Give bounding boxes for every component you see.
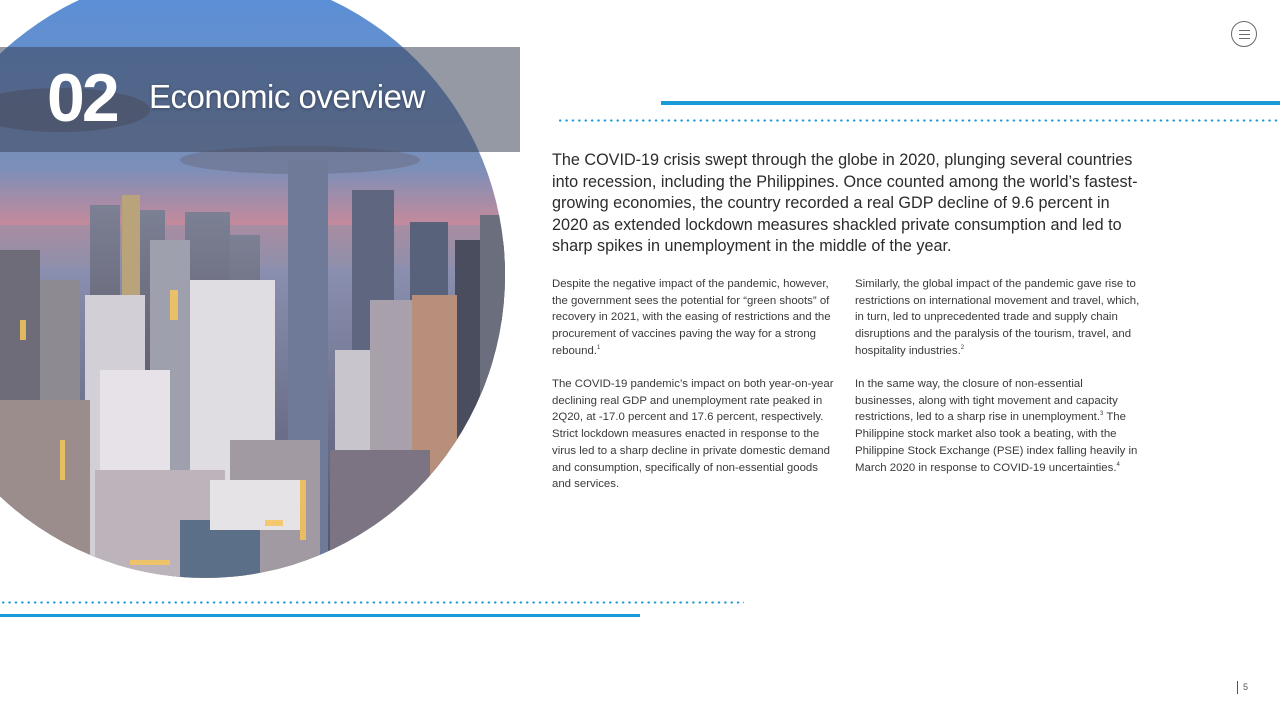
dotted-line-top — [557, 119, 1280, 122]
footnote-marker: 2 — [960, 345, 965, 352]
accent-line-bottom — [0, 614, 640, 617]
body-paragraph: Similarly, the global impact of the pandemic gave rise to restrictions on international movement and travel, which, in turn, led to unprecedented trade and supply chain disruptions and the paralysis of the tourism, travel, and hospitality industries.$^2$ — [855, 278, 1140, 357]
page-number-container — [1237, 681, 1248, 694]
footnote-marker: 3 — [1100, 411, 1104, 418]
section-title: Economic overview — [149, 78, 425, 115]
section-number: 02 — [47, 60, 117, 136]
footnote-marker: 1 — [596, 345, 601, 352]
lead-paragraph: The COVID-19 crisis swept through the globe in 2020, plunging several countries into recession, including the Philippines. Once counted among the world’s fastest-growing economies, the country recorded a real GDP decline of 9.6 percent in 2020 as extended lockdown measures shackled private consumption and led to sharp spikes in unemployment in the middle of the year. — [552, 151, 1138, 256]
body-paragraph: The COVID-19 pandemic’s impact on both year-on-year declining real GDP and unemployment rate peaked in 2Q20, at -17.0 percent and 17.6 percent, respectively. Strict lockdown measures enacted in response to the virus led to a sharp decline in private domestic demand and consumption, specifically of non-essential goods and services. — [552, 378, 834, 491]
footnote-marker: 4 — [1116, 461, 1120, 468]
dotted-line-bottom — [0, 601, 744, 604]
page-number: 5 — [1243, 682, 1249, 692]
right-column — [855, 276, 1140, 493]
body-paragraph: Despite the negative impact of the pandemic, however, the government sees the potential for “green shoots” of recovery in 2021, with the easing of restrictions and the procurement of vaccines paving the way for a strong rebound.$^1$ — [552, 278, 831, 357]
left-column — [552, 276, 834, 509]
body-paragraph: In the same way, the closure of non-essential businesses, along with tight movement and capacity restrictions, led to a sharp rise in unemployment.$^3$ The Philippine stock market also took a beating, with the Philippine Stock Exchange (PSE) index falling heavily in March 2020 in response to COVID-19 uncertainties.$^4$ — [855, 378, 1138, 474]
accent-line-top — [661, 101, 1280, 105]
menu-button[interactable] — [1231, 21, 1257, 47]
